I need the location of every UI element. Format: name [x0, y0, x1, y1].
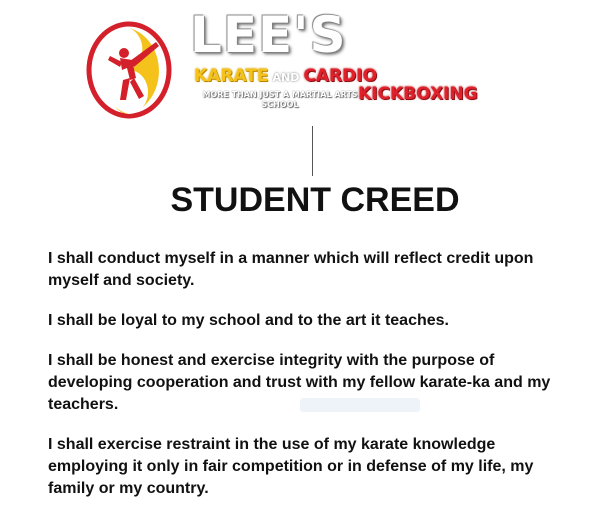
vertical-divider: [312, 126, 313, 176]
logo-and-text: AND: [272, 71, 300, 84]
logo-kickboxing-text: KICKBOXING: [358, 84, 478, 104]
logo-tagline: MORE THAN JUST A MARTIAL ARTS SCHOOL: [202, 90, 358, 109]
logo-karate-text: KARATE: [194, 66, 269, 86]
creed-item: I shall be honest and exercise integrity with the purpose of developing cooperation and trust with my fellow karate-ka and my teachers.: [48, 352, 551, 413]
creed-item: I shall conduct myself in a manner which will reflect credit upon myself and society.: [48, 250, 534, 289]
page-title: STUDENT CREED: [170, 181, 460, 219]
logo-cardio-text: CARDIO: [303, 66, 377, 86]
karate-kick-emblem-icon: [86, 20, 172, 120]
faint-watermark: [300, 398, 420, 412]
logo-lees-text: LEE'S: [190, 6, 347, 64]
logo-karate-line: [194, 66, 377, 88]
creed-list: [48, 248, 578, 518]
creed-item: I shall exercise restraint in the use of my karate knowledge employing it only in fair competition or in defense of my life, my family or my country.: [48, 436, 534, 497]
creed-item: I shall be loyal to my school and to the art it teaches.: [48, 312, 449, 329]
school-wordmark: [190, 8, 550, 120]
